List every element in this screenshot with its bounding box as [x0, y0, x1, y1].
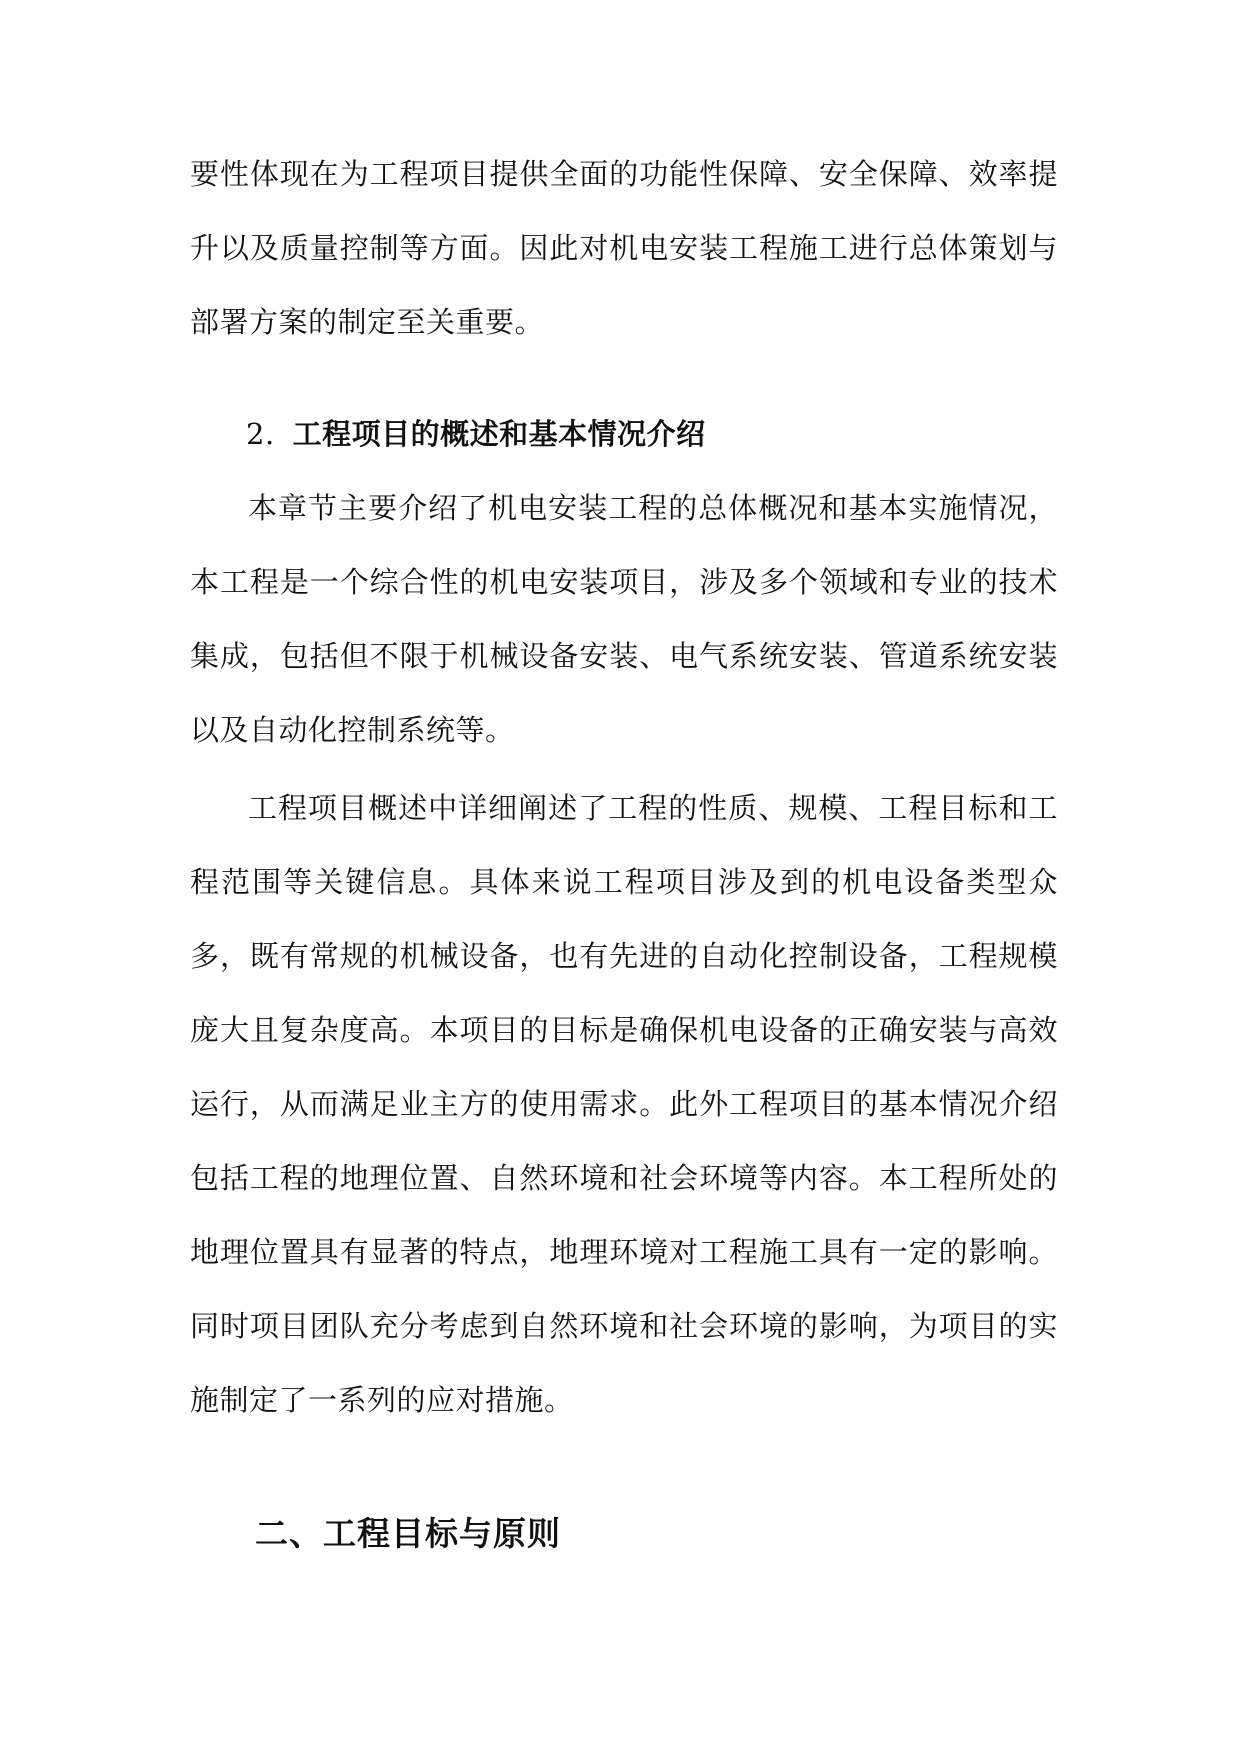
paragraph-continuation: 要性体现在为工程项目提供全面的功能性保障、安全保障、效率提升以及质量控制等方面。因此对机电安装工程施工进行总体策划与部署方案的制定至关重要。: [190, 157, 1058, 339]
paragraph-overview-2: 工程项目概述中详细阐述了工程的性质、规模、工程目标和工程范围等关键信息。具体来说工程项目涉及到的机电设备类型众多，既有常规的机械设备，也有先进的自动化控制设备，工程规模庞大且复杂度高。本项目的目标是确保机电设备的正确安装与高效运行，从而满足业主方的使用需求。此外工程项目的基本情况介绍包括工程的地理位置、自然环境和社会环境等内容。本工程所处的地理位置具有显著的特点，地理环境对工程施工具有一定的影响。同时项目团队充分考虑到自然环境和社会环境的影响，为项目的实施制定了一系列的应对措施。: [190, 791, 1058, 1417]
section-heading: [246, 397, 706, 471]
section-title: 工程项目的概述和基本情况介绍: [292, 417, 706, 451]
paragraph-overview-1: 本章节主要介绍了机电安装工程的总体概况和基本实施情况，本工程是一个综合性的机电安装项目，涉及多个领域和专业的技术集成，包括但不限于机械设备安装、电气系统安装、管道系统安装以及自动化控制系统等。: [190, 491, 1058, 747]
chapter-heading: 二、工程目标与原则: [255, 1514, 561, 1553]
section-number: 2.: [246, 417, 275, 451]
